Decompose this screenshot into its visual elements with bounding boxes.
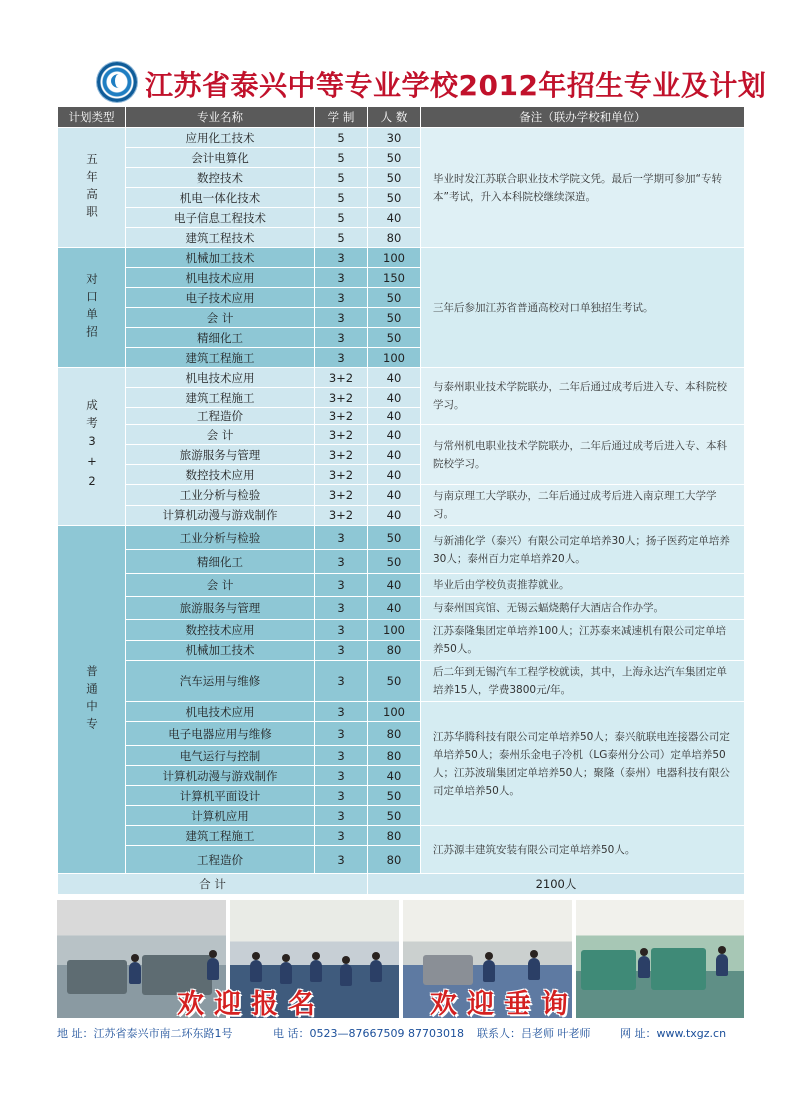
duration-cell: 3 [315, 846, 368, 874]
major-name-cell: 电气运行与控制 [126, 746, 315, 766]
remark-cell: 与常州机电职业技术学院联办，二年后通过成考后进入专、本科院校学习。 [421, 425, 745, 485]
slogan-welcome-enroll: 欢迎报名 [177, 989, 325, 1020]
major-name-cell: 数控技术 [126, 168, 315, 188]
major-name-cell: 会计电算化 [126, 148, 315, 168]
major-name-cell: 计算机动漫与游戏制作 [126, 505, 315, 526]
plan-type-cell: 五年高职 [58, 128, 126, 248]
duration-cell: 3 [315, 702, 368, 722]
plan-type-cell: 成考3+2 [58, 368, 126, 526]
column-header: 人 数 [368, 107, 421, 128]
quota-cell: 40 [368, 425, 421, 445]
total-label: 合 计 [58, 874, 368, 895]
major-name-cell: 工业分析与检验 [126, 526, 315, 550]
duration-cell: 3 [315, 766, 368, 786]
table-row [58, 661, 745, 702]
quota-cell: 50 [368, 806, 421, 826]
quota-cell: 50 [368, 328, 421, 348]
column-header: 备注（联办学校和单位） [421, 107, 745, 128]
major-name-cell: 旅游服务与管理 [126, 445, 315, 465]
column-header: 学 制 [315, 107, 368, 128]
duration-cell: 3+2 [315, 505, 368, 526]
table-row [58, 526, 745, 550]
major-name-cell: 计算机平面设计 [126, 786, 315, 806]
duration-cell: 5 [315, 228, 368, 248]
quota-cell: 100 [368, 348, 421, 368]
duration-cell: 3 [315, 722, 368, 746]
quota-cell: 40 [368, 505, 421, 526]
duration-cell: 3+2 [315, 408, 368, 425]
remark-cell: 三年后参加江苏省普通高校对口单独招生考试。 [421, 248, 745, 368]
duration-cell: 3 [315, 746, 368, 766]
quota-cell: 80 [368, 640, 421, 661]
table-row [58, 248, 745, 268]
page-header [0, 58, 800, 106]
duration-cell: 3 [315, 328, 368, 348]
total-value: 2100人 [368, 874, 745, 895]
major-name-cell: 应用化工技术 [126, 128, 315, 148]
plan-type-cell: 对口单招 [58, 248, 126, 368]
duration-cell: 3 [315, 620, 368, 641]
duration-cell: 3+2 [315, 425, 368, 445]
phone-text: 电 话：0523—87667509 87703018 [273, 1027, 464, 1040]
quota-cell: 50 [368, 661, 421, 702]
table-row [58, 702, 745, 722]
quota-cell: 80 [368, 746, 421, 766]
quota-cell: 100 [368, 248, 421, 268]
quota-cell: 50 [368, 550, 421, 574]
enrollment-table-wrap [57, 106, 744, 895]
remark-cell: 江苏源丰建筑安装有限公司定单培养50人。 [421, 826, 745, 874]
remark-cell: 与泰州职业技术学院联办，二年后通过成考后进入专、本科院校学习。 [421, 368, 745, 425]
major-name-cell: 机电技术应用 [126, 368, 315, 388]
slogan-welcome-inquiry: 欢迎垂询 [430, 989, 578, 1020]
quota-cell: 50 [368, 148, 421, 168]
duration-cell: 5 [315, 148, 368, 168]
duration-cell: 3+2 [315, 485, 368, 506]
table-row [58, 574, 745, 597]
major-name-cell: 工程造价 [126, 408, 315, 425]
major-name-cell: 工程造价 [126, 846, 315, 874]
quota-cell: 80 [368, 722, 421, 746]
page-title: 江苏省泰兴中等专业学校2012年招生专业及计划 [145, 69, 767, 102]
duration-cell: 3 [315, 826, 368, 846]
major-name-cell: 数控技术应用 [126, 620, 315, 641]
remark-cell: 江苏华腾科技有限公司定单培养50人；泰兴航联电连接器公司定单培养50人；泰州乐金电子冷机（LG泰州分公司）定单培养50人；江苏波瑞集团定单培养50人；聚隆（泰州）电器科技有限公司定单培养50人。 [421, 702, 745, 826]
table-row [58, 597, 745, 620]
remark-cell: 与泰州国宾馆、无锡云蝠烧鹅仔大酒店合作办学。 [421, 597, 745, 620]
quota-cell: 40 [368, 574, 421, 597]
school-logo [97, 62, 137, 102]
duration-cell: 3+2 [315, 368, 368, 388]
duration-cell: 3 [315, 288, 368, 308]
table-header-row [58, 107, 745, 128]
quota-cell: 40 [368, 208, 421, 228]
contact-footer [57, 1022, 744, 1042]
duration-cell: 3 [315, 661, 368, 702]
table-row [58, 620, 745, 641]
quota-cell: 50 [368, 786, 421, 806]
quota-cell: 30 [368, 128, 421, 148]
remark-cell: 毕业后由学校负责推荐就业。 [421, 574, 745, 597]
quota-cell: 50 [368, 288, 421, 308]
quota-cell: 50 [368, 188, 421, 208]
duration-cell: 5 [315, 128, 368, 148]
major-name-cell: 会 计 [126, 425, 315, 445]
major-name-cell: 旅游服务与管理 [126, 597, 315, 620]
quota-cell: 40 [368, 368, 421, 388]
major-name-cell: 计算机应用 [126, 806, 315, 826]
duration-cell: 3 [315, 574, 368, 597]
major-name-cell: 建筑工程施工 [126, 388, 315, 408]
website-link[interactable]: 网 址：www.txgz.cn [620, 1027, 727, 1040]
duration-cell: 3 [315, 308, 368, 328]
major-name-cell: 汽车运用与维修 [126, 661, 315, 702]
column-header: 专业名称 [126, 107, 315, 128]
quota-cell: 40 [368, 597, 421, 620]
duration-cell: 3 [315, 806, 368, 826]
quota-cell: 40 [368, 766, 421, 786]
major-name-cell: 机械加工技术 [126, 248, 315, 268]
major-name-cell: 机械加工技术 [126, 640, 315, 661]
quota-cell: 40 [368, 388, 421, 408]
major-name-cell: 精细化工 [126, 550, 315, 574]
duration-cell: 3 [315, 268, 368, 288]
table-row [58, 485, 745, 506]
duration-cell: 5 [315, 188, 368, 208]
remark-cell: 后二年到无锡汽车工程学校就读，其中，上海永达汽车集团定单培养15人，学费3800元/年。 [421, 661, 745, 702]
quota-cell: 40 [368, 408, 421, 425]
duration-cell: 3 [315, 248, 368, 268]
major-name-cell: 电子技术应用 [126, 288, 315, 308]
contact-person-text: 联系人：吕老师 叶老师 [477, 1027, 591, 1040]
duration-cell: 3 [315, 526, 368, 550]
quota-cell: 40 [368, 485, 421, 506]
duration-cell: 3+2 [315, 445, 368, 465]
quota-cell: 100 [368, 620, 421, 641]
total-row [58, 874, 745, 895]
quota-cell: 150 [368, 268, 421, 288]
table-row [58, 128, 745, 148]
major-name-cell: 工业分析与检验 [126, 485, 315, 506]
plan-type-cell: 普通中专 [58, 526, 126, 874]
photo-strip [57, 900, 744, 1018]
column-header: 计划类型 [58, 107, 126, 128]
table-row [58, 826, 745, 846]
quota-cell: 80 [368, 826, 421, 846]
major-name-cell: 会 计 [126, 308, 315, 328]
remark-cell: 与南京理工大学联办，二年后通过成考后进入南京理工大学学习。 [421, 485, 745, 526]
table-row [58, 425, 745, 445]
major-name-cell: 会 计 [126, 574, 315, 597]
duration-cell: 3 [315, 640, 368, 661]
lathe-workshop-photo [576, 900, 744, 1018]
remark-cell: 毕业时发江苏联合职业技术学院文凭。最后一学期可参加“专转本”考试，升入本科院校继续深造。 [421, 128, 745, 248]
major-name-cell: 建筑工程施工 [126, 348, 315, 368]
quota-cell: 50 [368, 526, 421, 550]
quota-cell: 40 [368, 465, 421, 485]
address-text: 地 址：江苏省泰兴市南二环东路1号 [57, 1027, 233, 1040]
table-body [58, 128, 745, 895]
table-row [58, 368, 745, 388]
duration-cell: 3+2 [315, 388, 368, 408]
duration-cell: 5 [315, 168, 368, 188]
enrollment-table [57, 106, 745, 895]
major-name-cell: 电子信息工程技术 [126, 208, 315, 228]
quota-cell: 40 [368, 445, 421, 465]
major-name-cell: 机电技术应用 [126, 702, 315, 722]
major-name-cell: 数控技术应用 [126, 465, 315, 485]
duration-cell: 3 [315, 597, 368, 620]
quota-cell: 50 [368, 168, 421, 188]
major-name-cell: 精细化工 [126, 328, 315, 348]
duration-cell: 3 [315, 550, 368, 574]
duration-cell: 3 [315, 348, 368, 368]
remark-cell: 江苏泰隆集团定单培养100人；江苏泰来减速机有限公司定单培养50人。 [421, 620, 745, 661]
major-name-cell: 计算机动漫与游戏制作 [126, 766, 315, 786]
duration-cell: 3 [315, 786, 368, 806]
remark-cell: 与新浦化学（泰兴）有限公司定单培养30人；扬子医药定单培养30人；泰州百力定单培养20人。 [421, 526, 745, 574]
major-name-cell: 建筑工程技术 [126, 228, 315, 248]
major-name-cell: 电子电器应用与维修 [126, 722, 315, 746]
major-name-cell: 机电一体化技术 [126, 188, 315, 208]
duration-cell: 3+2 [315, 465, 368, 485]
major-name-cell: 建筑工程施工 [126, 826, 315, 846]
quota-cell: 100 [368, 702, 421, 722]
quota-cell: 50 [368, 308, 421, 328]
quota-cell: 80 [368, 228, 421, 248]
quota-cell: 80 [368, 846, 421, 874]
major-name-cell: 机电技术应用 [126, 268, 315, 288]
duration-cell: 5 [315, 208, 368, 228]
